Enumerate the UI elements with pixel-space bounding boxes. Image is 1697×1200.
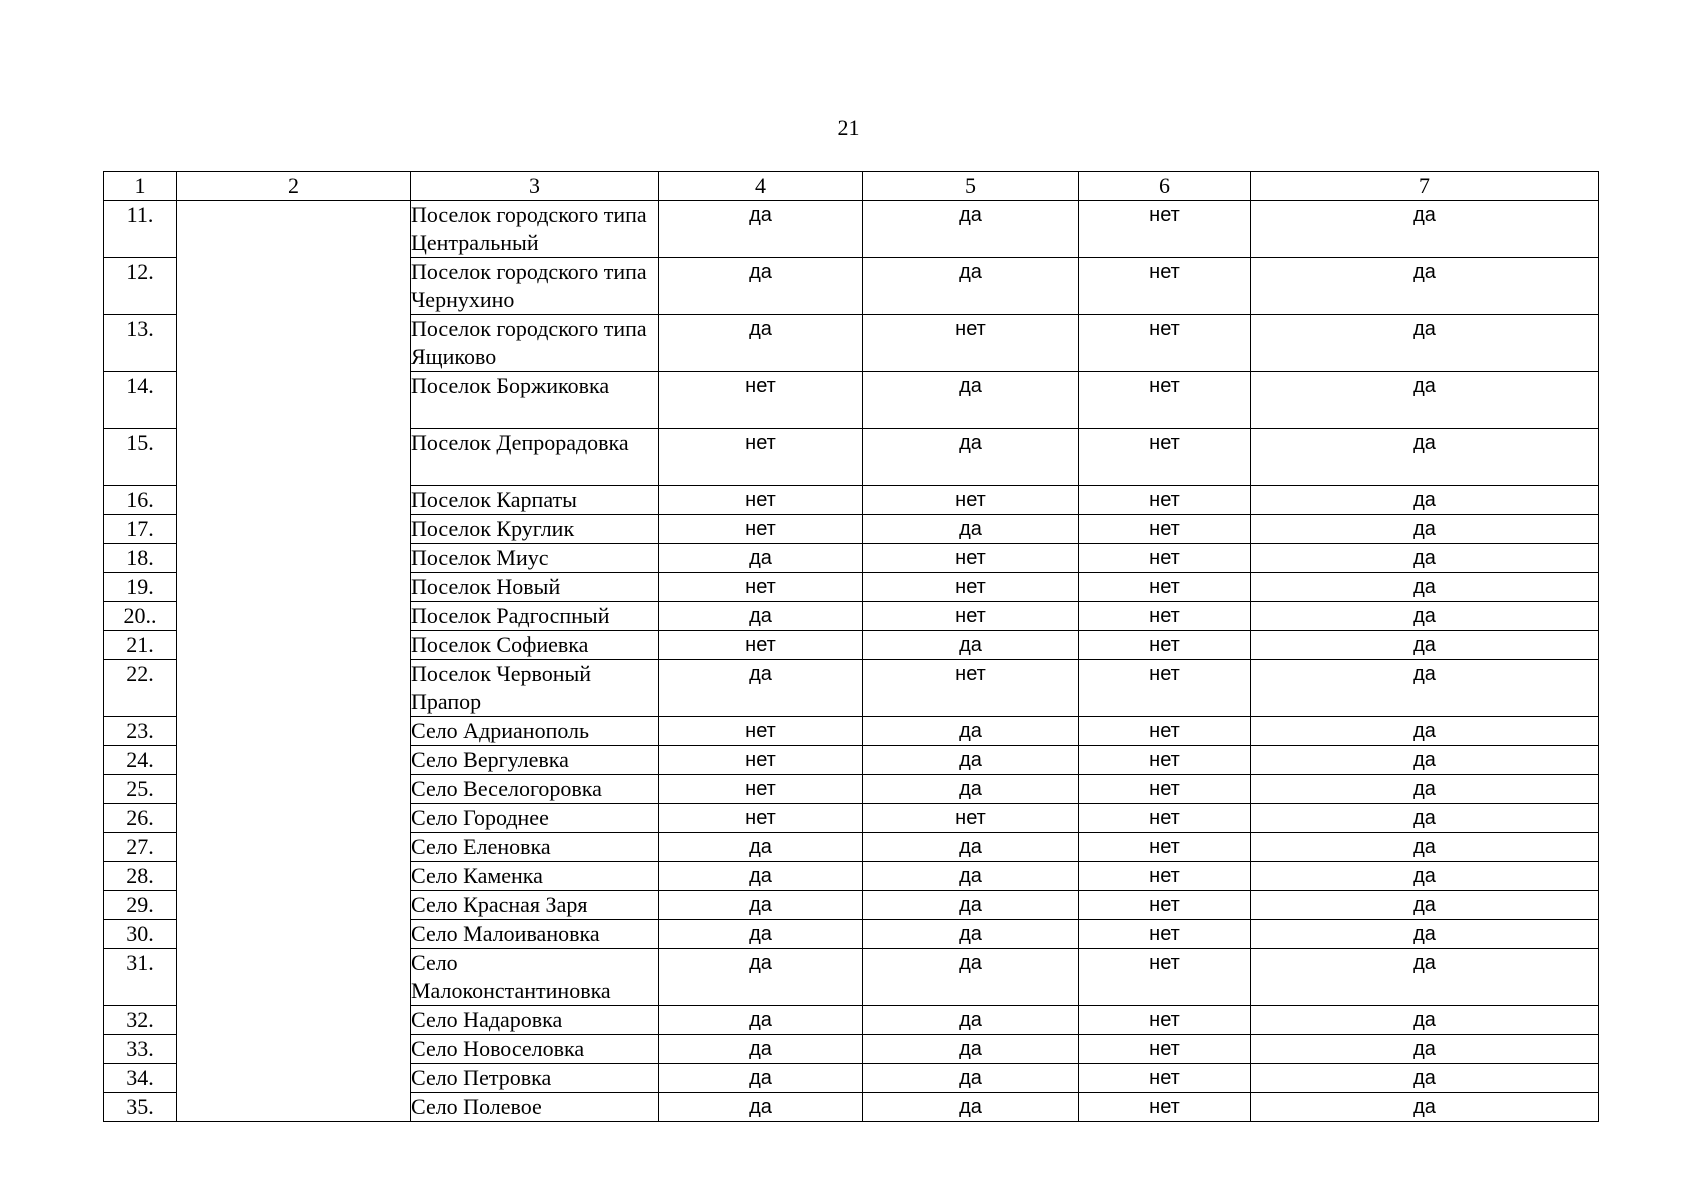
col-6-value: нет: [1079, 486, 1251, 515]
table-row: [104, 201, 1599, 258]
col-6-value: нет: [1079, 1006, 1251, 1035]
col-5-value: да: [863, 746, 1079, 775]
settlement-name: Поселок Новый: [411, 573, 659, 602]
header-col-6: 6: [1079, 172, 1251, 201]
col-4-value: нет: [659, 717, 863, 746]
col-7-value: да: [1251, 573, 1599, 602]
settlement-name: Село Новоселовка: [411, 1035, 659, 1064]
col-6-value: нет: [1079, 920, 1251, 949]
settlement-name: Село Вергулевка: [411, 746, 659, 775]
header-col-4: 4: [659, 172, 863, 201]
col-7-value: да: [1251, 429, 1599, 486]
row-number: 33.: [104, 1035, 177, 1064]
col-5-value: да: [863, 717, 1079, 746]
col-6-value: нет: [1079, 717, 1251, 746]
col-4-value: да: [659, 891, 863, 920]
row-number: 12.: [104, 258, 177, 315]
col-6-value: нет: [1079, 315, 1251, 372]
col-7-value: да: [1251, 862, 1599, 891]
col-5-value: нет: [863, 804, 1079, 833]
col-5-value: да: [863, 515, 1079, 544]
col-5-value: да: [863, 1093, 1079, 1122]
col-4-value: да: [659, 258, 863, 315]
settlements-table: [103, 171, 1599, 1122]
col-5-value: нет: [863, 486, 1079, 515]
col-7-value: да: [1251, 631, 1599, 660]
col-6-value: нет: [1079, 1093, 1251, 1122]
settlement-name: Поселок городского типа Центральный: [411, 201, 659, 258]
row-number: 20..: [104, 602, 177, 631]
row-number: 24.: [104, 746, 177, 775]
row-number: 16.: [104, 486, 177, 515]
col-6-value: нет: [1079, 775, 1251, 804]
col-4-value: нет: [659, 486, 863, 515]
row-number: 31.: [104, 949, 177, 1006]
settlement-name: Село Полевое: [411, 1093, 659, 1122]
row-number: 25.: [104, 775, 177, 804]
col-7-value: да: [1251, 833, 1599, 862]
col-7-value: да: [1251, 920, 1599, 949]
col-6-value: нет: [1079, 258, 1251, 315]
col-7-value: да: [1251, 372, 1599, 429]
col-5-value: да: [863, 1035, 1079, 1064]
settlement-name: Село Каменка: [411, 862, 659, 891]
header-col-5: 5: [863, 172, 1079, 201]
col-7-value: да: [1251, 544, 1599, 573]
col-4-value: да: [659, 949, 863, 1006]
row-number: 30.: [104, 920, 177, 949]
col-6-value: нет: [1079, 1035, 1251, 1064]
col-4-value: да: [659, 833, 863, 862]
header-row: [104, 172, 1599, 201]
row-number: 29.: [104, 891, 177, 920]
col-6-value: нет: [1079, 1064, 1251, 1093]
col-5-value: нет: [863, 602, 1079, 631]
col-7-value: да: [1251, 717, 1599, 746]
col-6-value: нет: [1079, 862, 1251, 891]
col-4-value: да: [659, 1006, 863, 1035]
col-7-value: да: [1251, 804, 1599, 833]
col-4-value: нет: [659, 573, 863, 602]
column-2-merged-cell: [177, 201, 411, 1122]
col-5-value: да: [863, 631, 1079, 660]
col-4-value: да: [659, 1093, 863, 1122]
col-4-value: нет: [659, 372, 863, 429]
col-6-value: нет: [1079, 631, 1251, 660]
col-5-value: да: [863, 891, 1079, 920]
settlement-name: Поселок Софиевка: [411, 631, 659, 660]
row-number: 34.: [104, 1064, 177, 1093]
col-7-value: да: [1251, 486, 1599, 515]
settlement-name: Поселок городского типа Ящиково: [411, 315, 659, 372]
col-5-value: нет: [863, 315, 1079, 372]
col-5-value: да: [863, 201, 1079, 258]
row-number: 21.: [104, 631, 177, 660]
col-6-value: нет: [1079, 949, 1251, 1006]
col-4-value: нет: [659, 515, 863, 544]
col-4-value: да: [659, 920, 863, 949]
header-col-2: 2: [177, 172, 411, 201]
col-6-value: нет: [1079, 544, 1251, 573]
settlement-name: Село Красная Заря: [411, 891, 659, 920]
header-col-1: 1: [104, 172, 177, 201]
col-7-value: да: [1251, 746, 1599, 775]
settlement-name: Село Городнее: [411, 804, 659, 833]
col-4-value: да: [659, 544, 863, 573]
col-7-value: да: [1251, 515, 1599, 544]
col-4-value: да: [659, 1035, 863, 1064]
settlement-name: Село Веселогоровка: [411, 775, 659, 804]
row-number: 14.: [104, 372, 177, 429]
settlement-name: Село Малоконстантиновка: [411, 949, 659, 1006]
col-5-value: нет: [863, 573, 1079, 602]
col-6-value: нет: [1079, 515, 1251, 544]
col-6-value: нет: [1079, 804, 1251, 833]
row-number: 26.: [104, 804, 177, 833]
settlement-name: Поселок Боржиковка: [411, 372, 659, 429]
col-6-value: нет: [1079, 833, 1251, 862]
settlement-name: Село Адрианополь: [411, 717, 659, 746]
col-4-value: нет: [659, 429, 863, 486]
col-7-value: да: [1251, 660, 1599, 717]
col-6-value: нет: [1079, 891, 1251, 920]
settlement-name: Поселок городского типа Чернухино: [411, 258, 659, 315]
col-6-value: нет: [1079, 602, 1251, 631]
col-5-value: да: [863, 862, 1079, 891]
col-4-value: да: [659, 862, 863, 891]
col-4-value: да: [659, 315, 863, 372]
row-number: 32.: [104, 1006, 177, 1035]
col-5-value: да: [863, 1064, 1079, 1093]
col-4-value: нет: [659, 804, 863, 833]
col-7-value: да: [1251, 949, 1599, 1006]
row-number: 22.: [104, 660, 177, 717]
col-4-value: да: [659, 602, 863, 631]
settlement-name: Село Еленовка: [411, 833, 659, 862]
header-col-7: 7: [1251, 172, 1599, 201]
col-4-value: нет: [659, 775, 863, 804]
col-7-value: да: [1251, 1064, 1599, 1093]
settlement-name: Поселок Круглик: [411, 515, 659, 544]
header-col-3: 3: [411, 172, 659, 201]
col-7-value: да: [1251, 258, 1599, 315]
col-5-value: да: [863, 920, 1079, 949]
col-5-value: да: [863, 372, 1079, 429]
row-number: 35.: [104, 1093, 177, 1122]
col-7-value: да: [1251, 775, 1599, 804]
settlement-name: Поселок Карпаты: [411, 486, 659, 515]
row-number: 23.: [104, 717, 177, 746]
col-4-value: нет: [659, 631, 863, 660]
row-number: 13.: [104, 315, 177, 372]
col-5-value: да: [863, 833, 1079, 862]
col-7-value: да: [1251, 1035, 1599, 1064]
col-4-value: да: [659, 1064, 863, 1093]
col-7-value: да: [1251, 1006, 1599, 1035]
col-6-value: нет: [1079, 201, 1251, 258]
row-number: 18.: [104, 544, 177, 573]
col-5-value: да: [863, 949, 1079, 1006]
col-6-value: нет: [1079, 746, 1251, 775]
col-4-value: нет: [659, 746, 863, 775]
row-number: 17.: [104, 515, 177, 544]
col-5-value: да: [863, 258, 1079, 315]
col-7-value: да: [1251, 1093, 1599, 1122]
row-number: 15.: [104, 429, 177, 486]
settlement-name: Поселок Депрорадовка: [411, 429, 659, 486]
settlement-name: Поселок Червоный Прапор: [411, 660, 659, 717]
row-number: 11.: [104, 201, 177, 258]
col-5-value: нет: [863, 660, 1079, 717]
settlement-name: Село Малоивановка: [411, 920, 659, 949]
col-7-value: да: [1251, 315, 1599, 372]
col-5-value: нет: [863, 544, 1079, 573]
col-7-value: да: [1251, 891, 1599, 920]
page-number: 21: [837, 115, 860, 140]
col-7-value: да: [1251, 201, 1599, 258]
row-number: 28.: [104, 862, 177, 891]
row-number: 19.: [104, 573, 177, 602]
row-number: 27.: [104, 833, 177, 862]
col-6-value: нет: [1079, 372, 1251, 429]
settlement-name: Село Петровка: [411, 1064, 659, 1093]
col-4-value: да: [659, 201, 863, 258]
col-6-value: нет: [1079, 660, 1251, 717]
col-5-value: да: [863, 429, 1079, 486]
col-6-value: нет: [1079, 573, 1251, 602]
settlement-name: Поселок Миус: [411, 544, 659, 573]
settlement-name: Село Надаровка: [411, 1006, 659, 1035]
col-7-value: да: [1251, 602, 1599, 631]
settlement-name: Поселок Радгоспный: [411, 602, 659, 631]
col-4-value: да: [659, 660, 863, 717]
col-5-value: да: [863, 775, 1079, 804]
col-6-value: нет: [1079, 429, 1251, 486]
col-5-value: да: [863, 1006, 1079, 1035]
